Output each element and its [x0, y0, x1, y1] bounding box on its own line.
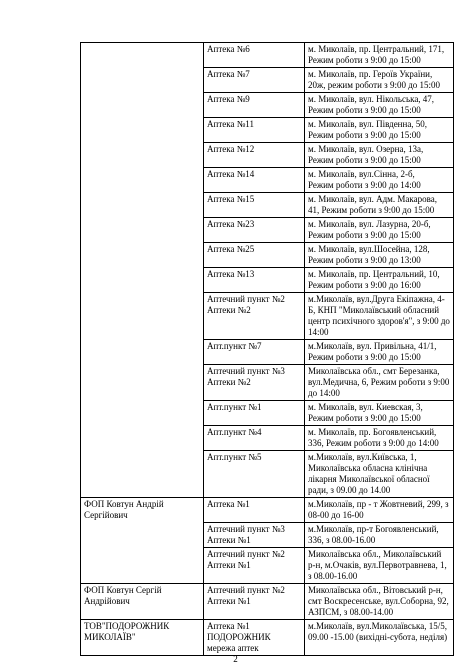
table-row: [81, 584, 454, 620]
pharmacy-address-cell: м.Миколаїв, пр - т Жовтневий, 299, з 08-00 до 16-00: [305, 498, 454, 523]
pharmacy-name-cell: Аптека №1 ПОДОРОЖНИК мережа аптек: [204, 620, 305, 656]
table-row: [81, 498, 454, 523]
pharmacy-name-cell: Аптека №12: [204, 143, 305, 168]
pharmacy-address-cell: м.Миколаїв, вул.Київська, 1, Миколаївська обласна клінічна лікарня Миколаївської обласної ради, з 09.00 до 14.00: [305, 451, 454, 498]
pharmacy-address-cell: м. Миколаїв, вул. Адм. Макарова, 41, Режим роботи з 9:00 до 15:00: [305, 193, 454, 218]
pharmacy-address-cell: м. Миколаїв, вул. Південна, 50, Режим роботи з 9:00 до 15:00: [305, 118, 454, 143]
pharmacy-name-cell: Аптека №15: [204, 193, 305, 218]
owner-cell-empty: [81, 43, 204, 498]
pharmacy-name-cell: Аптека №13: [204, 268, 305, 293]
pharmacy-address-cell: м. Миколаїв, пр. Богоявленський, 336, Режим роботи з 9:00 до 14:00: [305, 426, 454, 451]
pharmacy-address-cell: м. Миколаїв, вул.Шосейна, 128, Режим роботи з 9:00 до 13:00: [305, 243, 454, 268]
pharmacy-name-cell: Апт.пункт №5: [204, 451, 305, 498]
pharmacy-address-cell: м. Миколаїв, вул.Сінна, 2-б, Режим роботи з 9:00 до 14:00: [305, 168, 454, 193]
pharmacy-name-cell: Аптека №23: [204, 218, 305, 243]
page-number: 2: [233, 654, 238, 664]
pharmacy-name-cell: Аптека №11: [204, 118, 305, 143]
pharmacy-address-cell: м. Миколаїв, пр. Центральний, 171, Режим роботи з 9:00 до 15:00: [305, 43, 454, 68]
owner-cell: ТОВ"ПОДОРОЖНИК МИКОЛАЇВ": [81, 620, 204, 656]
pharmacy-name-cell: Аптека №6: [204, 43, 305, 68]
pharmacy-name-cell: Аптека №25: [204, 243, 305, 268]
pharmacy-name-cell: Аптека №14: [204, 168, 305, 193]
pharmacy-address-cell: м. Миколаїв, вул. Озерна, 13а, Режим роботи з 9:00 до 15:00: [305, 143, 454, 168]
pharmacy-name-cell: Аптечний пункт №3 Аптеки №1: [204, 523, 305, 548]
pharmacy-name-cell: Апт.пункт №1: [204, 401, 305, 426]
pharmacy-address-cell: м. Миколаїв, вул. Лазурна, 20-б, Режим роботи з 9:00 до 15:00: [305, 218, 454, 243]
pharmacy-address-cell: м.Миколаїв, пр-т Богоявленський, 336, з 08.00-16.00: [305, 523, 454, 548]
pharmacy-name-cell: Аптечний пункт №2 Аптеки №2: [204, 293, 305, 340]
owner-cell: ФОП Ковтун Сергій Андрійович: [81, 584, 204, 620]
pharmacy-name-cell: Аптечний пункт №2 Аптеки №1: [204, 548, 305, 584]
owner-cell: ФОП Ковтун Андрій Сергійович: [81, 498, 204, 584]
pharmacy-name-cell: Апт.пункт №4: [204, 426, 305, 451]
pharmacy-address-cell: м. Миколаїв, пр. Центральний, 10, Режим роботи з 9:00 до 16:00: [305, 268, 454, 293]
pharmacy-address-cell: м. Миколаїв, вул. Нікольська, 47, Режим роботи з 9:00 до 15:00: [305, 93, 454, 118]
pharmacy-name-cell: Аптечний пункт №3 Аптеки №2: [204, 365, 305, 401]
table-row: [81, 43, 454, 68]
pharmacy-name-cell: Аптека №7: [204, 68, 305, 93]
pharmacy-name-cell: Аптека №1: [204, 498, 305, 523]
pharmacy-name-cell: Аптека №9: [204, 93, 305, 118]
pharmacy-address-cell: Миколаївська обл., Вітовський р-н, смт Воскресенське, вул.Соборна, 92, АЗПСМ, з 08.00-14.00: [305, 584, 454, 620]
pharmacy-address-cell: Миколаївська обл., смт Березанка, вул.Медична, 6, Режим роботи з 9:00 до 14:00: [305, 365, 454, 401]
pharmacy-name-cell: Апт.пункт №7: [204, 340, 305, 365]
pharmacy-address-cell: м.Миколаїв, вул.Друга Екіпажна, 4-Б, КНП "Миколаївський обласний центр психічного здоров'я", з 9:00 до 14:00: [305, 293, 454, 340]
table-row: [81, 620, 454, 656]
pharmacy-address-cell: м.Миколаїв, вул.Миколаївська, 15/5, 09.00 -15.00 (вихідні-субота, неділя): [305, 620, 454, 656]
pharmacy-name-cell: Аптечний пункт №2 Аптеки №1: [204, 584, 305, 620]
pharmacy-table: [80, 42, 454, 656]
pharmacy-address-cell: м. Миколаїв, пр. Героїв України, 20ж, режим роботи з 9:00 до 15:00: [305, 68, 454, 93]
pharmacy-address-cell: м.Миколаїв, вул. Привільна, 41/1, Режим роботи з 9:00 до 15:00: [305, 340, 454, 365]
pharmacy-address-cell: Миколаївська обл., Миколаївський р-н, м.Очаків, вул.Первотравнева, 1, з 08.00-16.00: [305, 548, 454, 584]
pharmacy-address-cell: м. Миколаїв, вул. Киевская, 3, Режим роботи з 9:00 до 15:00: [305, 401, 454, 426]
